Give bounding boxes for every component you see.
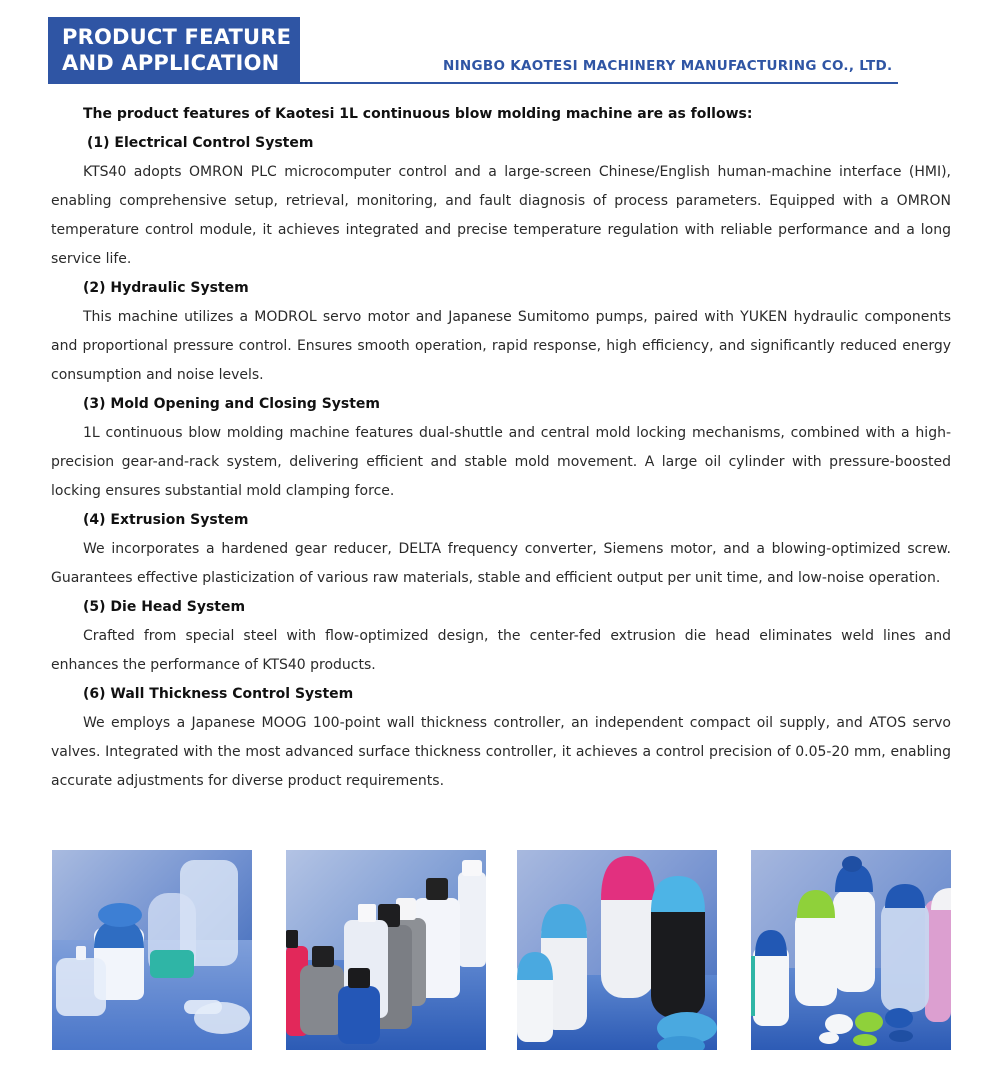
title-line-2: AND APPLICATION — [62, 51, 280, 75]
section-body-electrical: KTS40 adopts OMRON PLC microcomputer control and a large-screen Chinese/English human-machine interface (HMI), enabling comprehensive setup, retrieval, monitoring, and fault diagnosis of process parameters. Equipped with a OMRON temperature control module, it achieves integrated and precise temperature regulation with reliable performance and a long service life. — [51, 164, 951, 267]
product-photo-4 — [751, 850, 951, 1050]
section-body-hydraulic: This machine utilizes a MODROL servo motor and Japanese Sumitomo pumps, paired with YUKEN hydraulic components and proportional pressure control. Ensures smooth operation, rapid response, high efficiency, and significantly reduced energy consumption and noise levels. — [51, 309, 951, 383]
section-heading-wall-thickness: (6) Wall Thickness Control System — [83, 686, 354, 702]
section-heading-die-head: (5) Die Head System — [83, 599, 246, 615]
section-body-mold: 1L continuous blow molding machine features dual-shuttle and central mold locking mechanisms, combined with a high-precision gear-and-rack system, delivering efficient and stable mold movement. A large oil cylinder with pressure-boosted locking ensures substantial mold clamping force. — [51, 425, 951, 499]
section-heading-hydraulic: (2) Hydraulic System — [83, 280, 249, 296]
section-body-die-head: Crafted from special steel with flow-optimized design, the center-fed extrusion die head eliminates weld lines and enhances the performance of KTS40 products. — [51, 628, 951, 673]
section-heading-electrical: (1) Electrical Control System — [87, 135, 314, 151]
intro-heading: The product features of Kaotesi 1L continuous blow molding machine are as follows: — [83, 106, 753, 122]
header-divider — [300, 82, 898, 84]
company-name: NINGBO KAOTESI MACHINERY MANUFACTURING CO., LTD. — [443, 58, 893, 74]
section-heading-mold: (3) Mold Opening and Closing System — [83, 396, 381, 412]
section-title-banner — [48, 17, 300, 84]
product-photo-1 — [52, 850, 252, 1050]
product-photo-3 — [517, 850, 717, 1050]
section-body-wall-thickness: We employs a Japanese MOOG 100-point wall thickness controller, an independent compact oil supply, and ATOS servo valves. Integrated with the most advanced surface thickness controller, it achieves a control precision of 0.05-20 mm, enabling accurate adjustments for diverse product requirements. — [51, 715, 951, 789]
product-photo-2 — [286, 850, 486, 1050]
product-gallery — [0, 850, 1000, 1050]
title-line-1: PRODUCT FEATURE — [62, 25, 292, 49]
section-heading-extrusion: (4) Extrusion System — [83, 512, 249, 528]
section-body-extrusion: We incorporates a hardened gear reducer, DELTA frequency converter, Siemens motor, and a blowing-optimized screw. Guarantees effective plasticization of various raw materials, stable and efficient output per unit time, and low-noise operation. — [51, 541, 951, 586]
feature-content — [51, 100, 951, 796]
